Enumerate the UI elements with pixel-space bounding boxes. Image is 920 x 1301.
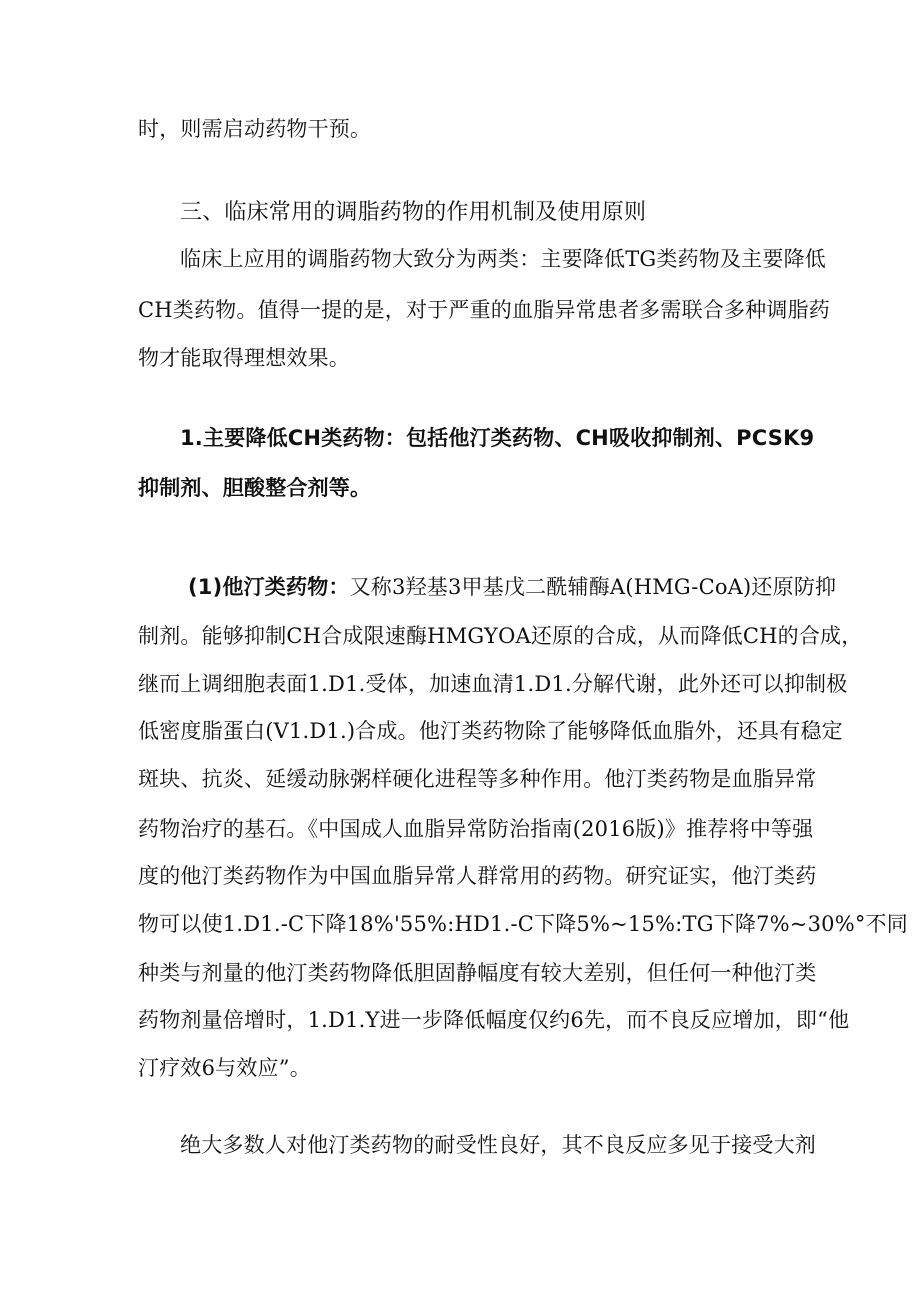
text-line: 时，则需启动药物干预。: [138, 117, 372, 141]
paragraph-line: 制剂。能够抑制CH合成限速酶HMGYOA还原的合成，从而降低CH的合成，: [138, 624, 863, 648]
paragraph-line: 绝大多数人对他汀类药物的耐受性良好，其不良反应多见于接受大剂: [180, 1133, 816, 1157]
term-label: (1)他汀类药物：: [188, 575, 350, 599]
paragraph-line: 物才能取得理想效果。: [138, 346, 350, 370]
paragraph-line: 药物治疗的基石。《中国成人血脂异常防治指南(2016版)》推荐将中等强: [138, 817, 814, 841]
paragraph-line: 物可以使1.D1.-C下降18%'55%:HD1.-C下降5%~15%:TG下降7%~30%°不同: [138, 912, 908, 936]
paragraph-line: 斑块、抗炎、延缓动脉粥样硬化进程等多种作用。他汀类药物是血脂异常: [138, 767, 817, 791]
paragraph-line: 药物剂量倍增时，1.D1.Y进一步降低幅度仅约6先，而不良反应增加，即“他: [138, 1008, 850, 1032]
paragraph-line: 低密度脂蛋白(V1.D1.)合成。他汀类药物除了能够降低血脂外，还具有稳定: [138, 719, 843, 743]
section-heading: 三、临床常用的调脂药物的作用机制及使用原则: [180, 200, 647, 225]
paragraph-text: 又称3羟基3甲基戊二酰辅酶A(HMG-CoA)还原防抑: [349, 575, 837, 599]
paragraph-line: 临床上应用的调脂药物大致分为两类：主要降低TG类药物及主要降低: [180, 247, 826, 271]
paragraph-line: CH类药物。值得一提的是，对于严重的血脂异常患者多需联合多种调脂药: [138, 298, 830, 322]
paragraph-line: 度的他汀类药物作为中国血脂异常人群常用的药物。研究证实，他汀类药: [138, 864, 817, 888]
paragraph-line: [188, 572, 836, 602]
subsection-heading: 抑制剂、胆酸整合剂等。: [138, 476, 372, 500]
paragraph-line: 种类与剂量的他汀类药物降低胆固静幅度有较大差别，但任何一种他汀类: [138, 961, 817, 985]
paragraph-line: 汀疗效6与效应”。: [138, 1056, 311, 1080]
paragraph-line: 继而上调细胞表面1.D1.受体，加速血清1.D1.分解代谢，此外还可以抑制极: [138, 672, 848, 696]
subsection-heading: 1.主要降低CH类药物：包括他汀类药物、CH吸收抑制剂、PCSK9: [180, 426, 815, 450]
